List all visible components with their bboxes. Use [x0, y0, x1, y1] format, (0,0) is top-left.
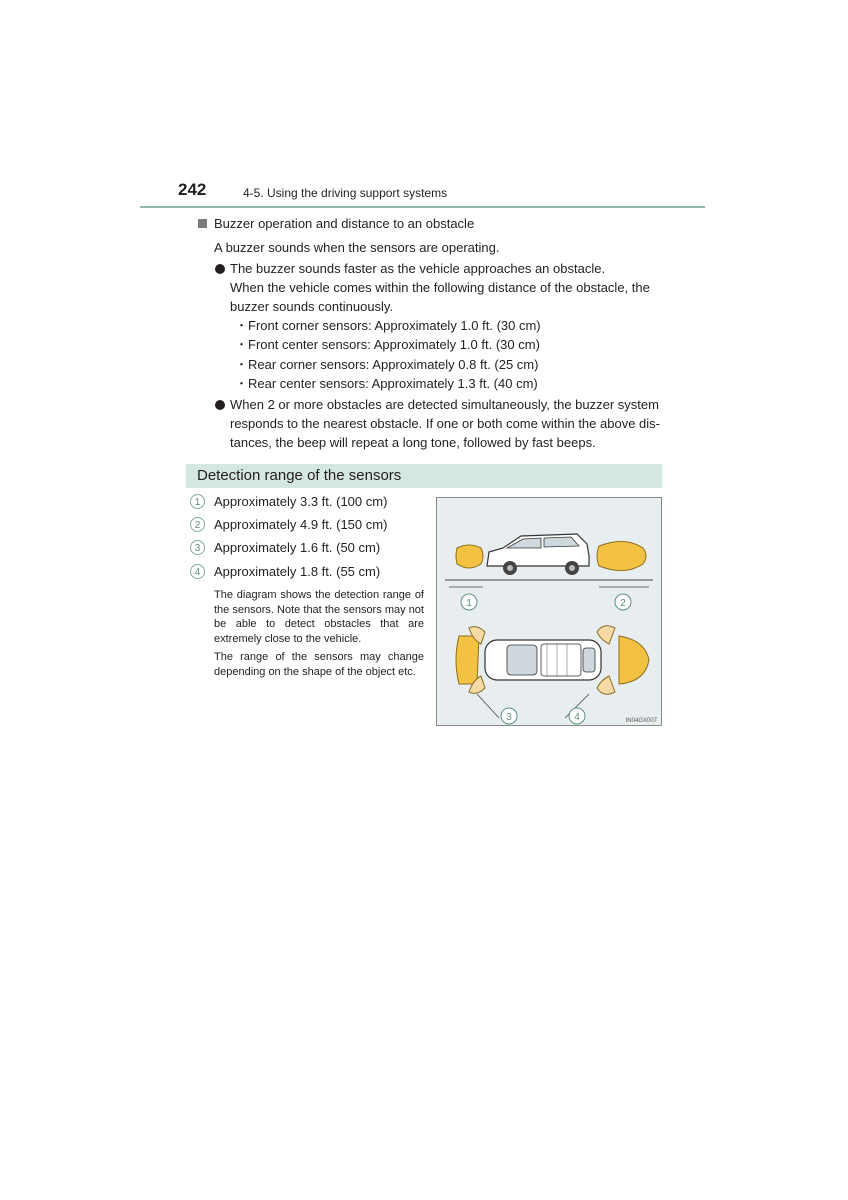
number-circle-icon: 1: [190, 494, 205, 509]
distance-text: Rear center sensors: Approximately 1.3 ft. (40 cm): [248, 376, 538, 391]
buzzer-heading: [198, 216, 474, 231]
diagram-note: The diagram shows the detection range of the sensors. Note that the sensors may not be able to detect obstacles that are extremely close to the vehicle.: [214, 589, 424, 645]
range-text: Approximately 1.8 ft. (55 cm): [214, 564, 381, 579]
range-text: Approximately 3.3 ft. (100 cm): [214, 494, 388, 509]
front-corner-zone: [597, 676, 615, 694]
diagram-label-2: 2: [620, 598, 626, 609]
distance-item: ・Front center sensors: Approximately 1.0 ft. (30 cm): [235, 337, 540, 352]
rear-center-zone: [456, 636, 479, 684]
front-corner-zone: [597, 626, 615, 644]
range-item: [190, 540, 380, 555]
figure-code: IN04GX007: [625, 718, 657, 724]
range-item: [190, 494, 387, 509]
front-detection-zone: [597, 541, 646, 570]
distance-text: Rear corner sensors: Approximately 0.8 ft. (25 cm): [248, 357, 539, 372]
range-item: [190, 517, 387, 532]
buzzer-heading-text: Buzzer operation and distance to an obstacle: [214, 216, 475, 231]
page-number: 242: [178, 180, 207, 199]
bullet-line: responds to the nearest obstacle. If one or both come within the above dis-: [230, 416, 660, 431]
number-circle-icon: 4: [190, 564, 205, 579]
range-text: Approximately 4.9 ft. (150 cm): [214, 517, 388, 532]
diagram-note: The range of the sensors may change depending on the shape of the object etc.: [214, 651, 424, 678]
front-center-zone: [619, 636, 649, 684]
distance-item: ・Rear center sensors: Approximately 1.3 ft. (40 cm): [235, 376, 538, 391]
detection-diagram: [436, 497, 662, 726]
distance-text: Front corner sensors: Approximately 1.0 ft. (30 cm): [248, 318, 541, 333]
distance-item: ・Rear corner sensors: Approximately 0.8 ft. (25 cm): [235, 357, 539, 372]
bullet-line: tances, the beep will repeat a long tone, followed by fast beeps.: [230, 435, 596, 450]
header-rule: [140, 206, 705, 208]
square-bullet-icon: [198, 219, 207, 228]
bullet-dot-icon: [215, 264, 225, 274]
bullet-dot-icon: [215, 400, 225, 410]
diagram-label-1: 1: [466, 598, 472, 609]
bullet-line: When 2 or more obstacles are detected simultaneously, the buzzer system: [230, 397, 659, 412]
bullet-line: buzzer sounds continuously.: [230, 299, 394, 314]
section-title: 4-5. Using the driving support systems: [243, 186, 448, 200]
range-text: Approximately 1.6 ft. (50 cm): [214, 540, 381, 555]
distance-text: Front center sensors: Approximately 1.0 ft. (30 cm): [248, 337, 540, 352]
rear-detection-zone: [456, 545, 483, 568]
diagram-label-4: 4: [574, 712, 580, 723]
diagram-label-3: 3: [506, 712, 512, 723]
car-side-icon: [487, 534, 589, 575]
bullet-line: The buzzer sounds faster as the vehicle approaches an obstacle.: [230, 261, 606, 276]
number-circle-icon: 3: [190, 540, 205, 555]
bullet-line: When the vehicle comes within the following distance of the obstacle, the: [230, 280, 650, 295]
detection-title: Detection range of the sensors: [197, 467, 402, 484]
buzzer-intro: A buzzer sounds when the sensors are operating.: [214, 240, 500, 255]
distance-item: ・Front corner sensors: Approximately 1.0 ft. (30 cm): [235, 318, 541, 333]
range-item: [190, 564, 380, 579]
car-top-icon: [485, 640, 601, 680]
number-circle-icon: 2: [190, 517, 205, 532]
